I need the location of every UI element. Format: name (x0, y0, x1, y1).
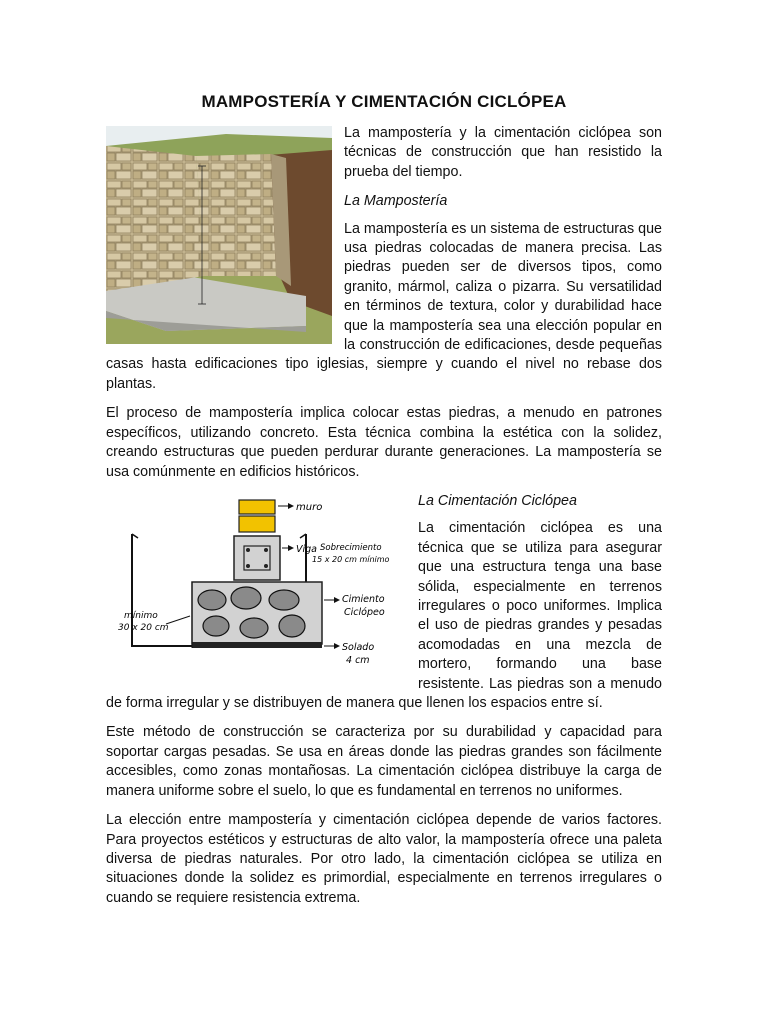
label-ciclopeo: Ciclópeo (344, 607, 385, 618)
label-viga-size: 15 x 20 cm mínimo (312, 555, 390, 564)
label-viga: Viga (296, 544, 317, 555)
masonry-block (106, 124, 662, 482)
cyclopean-paragraph-2: Este método de construcción se caracteriza por su durabilidad y capacidad para soportar cargas pesadas. Se usa en áreas donde las piedras grandes son fácilmente accesibles, como zonas montañosas. La cimentación ciclópea distribuye la carga de manera uniforme sobre el suelo, lo que es fundamental en terrenos no uniformes. (106, 724, 662, 799)
label-minimo: mínimo (124, 611, 158, 621)
masonry-wall-photo (106, 126, 332, 344)
intro-paragraph: La mampostería y la cimentación ciclópea son técnicas de construcción que han resistido la prueba del tiempo. (344, 125, 662, 180)
masonry-heading: La Mampostería (344, 193, 448, 210)
masonry-paragraph-2: El proceso de mampostería implica colocar estas piedras, a menudo en patrones específicos, utilizando concreto. Esta técnica combina la estética con la solidez, creando estructuras que pueden perdurar durante generaciones. La mampostería se usa comúnmente en edificios históricos. (106, 405, 662, 480)
cyclopean-paragraph-1: La cimentación ciclópea es una técnica que se utiliza para asegurar que una estructura tenga una base sólida, especialmente en terrenos irregulares o poco uniformes. Implica el uso de piedras grandes y pesadas acomodadas en una mezcla de mortero, formando una base resistente. Las piedras son a menudo de forma irregular y se distribuyen de manera que llenen los espacios entre sí. (106, 520, 662, 712)
label-solado: Solado (342, 642, 375, 653)
label-cimiento: Cimiento (342, 594, 385, 605)
cyclopean-paragraph-3: La elección entre mampostería y cimentación ciclópea depende de varios factores. Para proyectos estéticos y estructuras de alto valor, la mampostería ofrece una paleta diversa de piedras naturales. Por otro lado, la cimentación ciclópea se utiliza en situaciones donde la solidez es primordial, especialmente en terrenos irregulares o cuando se requiere resistencia extrema. (106, 812, 662, 906)
label-muro: muro (296, 502, 323, 513)
cyclopean-heading: La Cimentación Ciclópea (418, 493, 577, 509)
masonry-paragraph-1: La mampostería es un sistema de estructuras que usa piedras colocadas de manera precisa. Las piedras pueden ser de diversos tipos, como granito, mármol, caliza o pizarra. Su versatilidad en términos de textura, color y durabilidad hace que la mampostería sea una elección popular en la construcción de edificaciones, desde pequeñas casas hasta edificaciones tipo iglesias, siempre y cuando el nivel no rebase dos plantas. (106, 220, 662, 392)
label-solado-size: 4 cm (346, 655, 370, 666)
cyclopean-block (106, 492, 662, 908)
cyclopean-foundation-diagram (106, 494, 406, 674)
page-title: MAMPOSTERÍA Y CIMENTACIÓN CICLÓPEA (201, 92, 567, 111)
label-minimo-size: 30 x 20 cm (118, 623, 169, 633)
label-sobrecimiento: Sobrecimiento (320, 543, 382, 553)
